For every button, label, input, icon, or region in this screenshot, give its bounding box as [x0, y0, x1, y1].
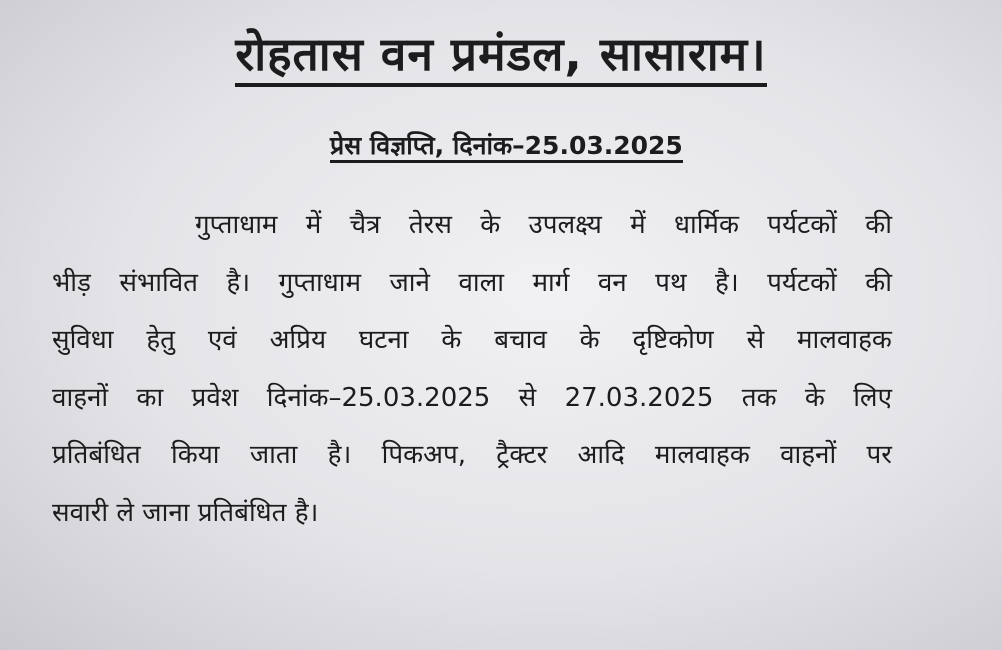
- word: तेरस: [408, 210, 452, 240]
- word: बचाव: [494, 325, 547, 355]
- body-line: [52, 315, 892, 373]
- body-line: [52, 200, 892, 258]
- subtitle-text: प्रेस विज्ञप्ति, दिनांक–25.03.2025: [330, 131, 683, 163]
- word: की: [865, 210, 892, 240]
- word: वाहनों: [780, 440, 837, 470]
- notice-body: [52, 200, 892, 545]
- word: पर: [866, 440, 892, 470]
- word: के: [579, 325, 600, 355]
- document-title: [0, 22, 1002, 84]
- word: सुविधा: [52, 325, 114, 355]
- word: ट्रैक्टर: [496, 440, 548, 470]
- word: प्रवेश: [191, 382, 239, 413]
- title-text: रोहतास वन प्रमंडल, सासाराम।: [235, 27, 766, 87]
- word: लिए: [853, 382, 892, 413]
- word: जाने: [389, 267, 430, 298]
- word: पथ: [655, 267, 687, 298]
- word: हेतु: [146, 325, 175, 355]
- press-release-heading: [330, 128, 683, 162]
- word: है।: [327, 440, 352, 470]
- word: धार्मिक: [673, 210, 739, 240]
- word: पिकअप,: [381, 440, 466, 470]
- word: प्रतिबंधित: [52, 440, 141, 470]
- word: मालवाहक: [654, 440, 750, 470]
- body-line: सवारी ले जाना प्रतिबंधित है।: [52, 497, 319, 528]
- word: से: [746, 325, 765, 355]
- word: पर्यटकों: [767, 210, 837, 240]
- word: के: [804, 382, 825, 413]
- word: किया: [171, 440, 220, 470]
- word: दृष्टिकोण: [632, 325, 714, 355]
- word: संभावित: [119, 267, 198, 298]
- word: आदि: [577, 440, 625, 470]
- word: वन: [597, 267, 627, 298]
- word: भीड़: [52, 267, 91, 298]
- body-line: [52, 258, 892, 316]
- word: में: [630, 210, 646, 240]
- word: अप्रिय: [269, 325, 327, 355]
- body-line: [52, 373, 892, 431]
- word: वाहनों: [52, 382, 109, 413]
- word: पर्यटकों: [767, 267, 837, 298]
- word: एवं: [207, 325, 237, 355]
- body-line: [52, 430, 892, 488]
- word: का: [136, 382, 164, 413]
- word: तक: [741, 382, 777, 413]
- word: मार्ग: [532, 267, 570, 298]
- word: 27.03.2025: [564, 382, 714, 413]
- word: मालवाहक: [797, 325, 892, 355]
- word: घटना: [358, 325, 409, 355]
- word: गुप्ताधाम: [278, 267, 362, 298]
- word: से: [518, 382, 537, 413]
- word: है।: [226, 267, 251, 298]
- word: की: [865, 267, 892, 298]
- word: दिनांक–25.03.2025: [266, 382, 491, 413]
- word: वाला: [458, 267, 504, 298]
- word: जाता: [249, 440, 298, 470]
- word: चैत्र: [349, 210, 381, 240]
- word: गुप्ताधाम: [195, 210, 278, 240]
- word: उपलक्ष्य: [528, 210, 602, 240]
- word: है।: [715, 267, 739, 298]
- word: के: [441, 325, 462, 355]
- word: के: [480, 210, 501, 240]
- word: में: [305, 210, 322, 240]
